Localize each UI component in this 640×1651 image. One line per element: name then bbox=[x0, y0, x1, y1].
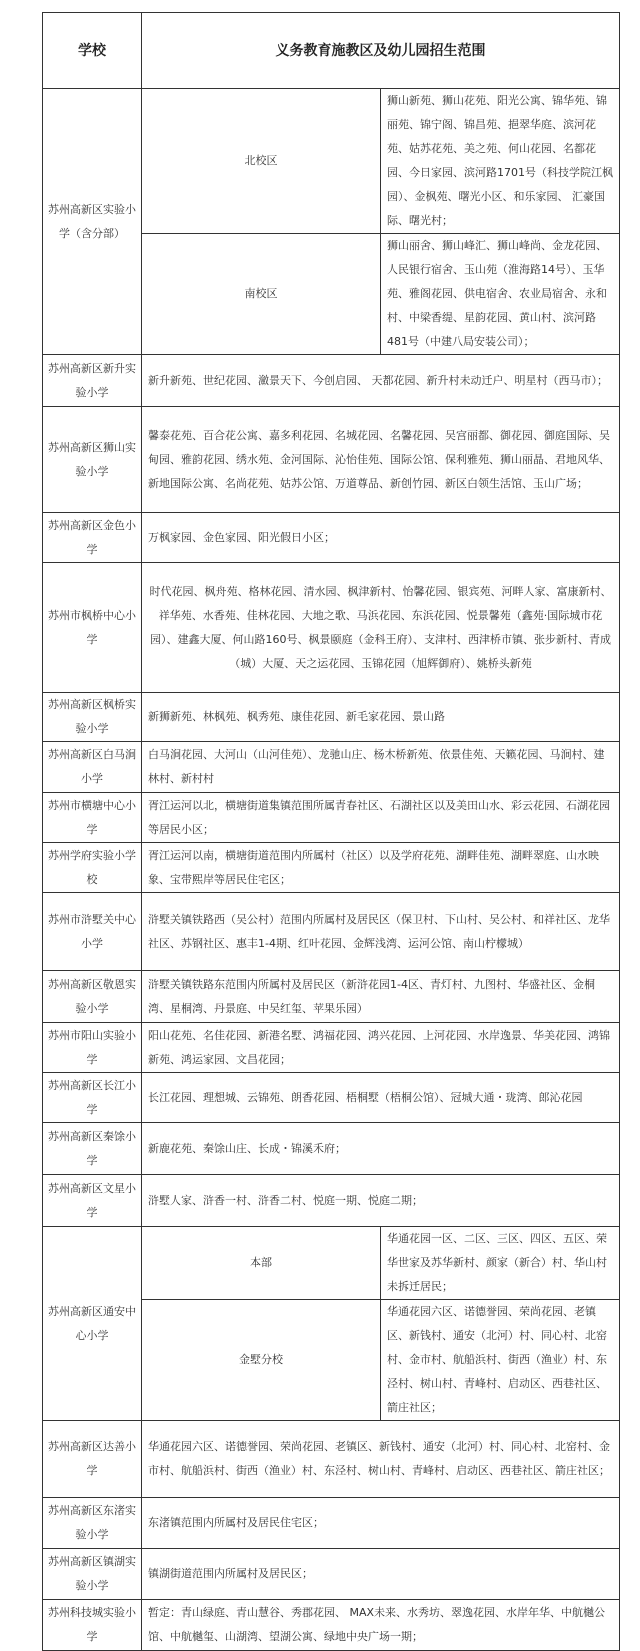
enrollment-table bbox=[42, 12, 620, 1651]
table-row bbox=[43, 1421, 620, 1498]
table-row bbox=[43, 1600, 620, 1651]
school-name: 苏州高新区秦馀小学 bbox=[43, 1123, 142, 1175]
enrollment-area: 浒墅关镇铁路东范围内所属村及居民区（新浒花园1-4区、青灯村、九图村、华盛社区、金桐湾、星桐湾、丹景庭、中吴红玺、苹果乐园） bbox=[142, 971, 620, 1023]
school-name: 苏州市横塘中心小学 bbox=[43, 793, 142, 843]
table-row bbox=[43, 1123, 620, 1175]
enrollment-area: 浒墅人家、浒香一村、浒香二村、悦庭一期、悦庭二期； bbox=[142, 1175, 620, 1227]
header-scope: 义务教育施教区及幼儿园招生范围 bbox=[142, 13, 620, 89]
school-name: 苏州高新区长江小学 bbox=[43, 1073, 142, 1123]
school-name: 苏州高新区通安中心小学 bbox=[43, 1227, 142, 1421]
enrollment-area: 新狮新苑、林枫苑、枫秀苑、康佳花园、新毛家花园、景山路 bbox=[142, 693, 620, 742]
table-row bbox=[43, 89, 620, 234]
school-name: 苏州学府实验小学校 bbox=[43, 843, 142, 893]
school-name: 苏州高新区文星小学 bbox=[43, 1175, 142, 1227]
enrollment-area: 东渚镇范围内所属村及居民住宅区； bbox=[142, 1498, 620, 1549]
enrollment-area: 狮山丽舍、狮山峰汇、狮山峰尚、金龙花园、人民银行宿舍、玉山苑（淮海路14号）、玉华苑、雅阁花园、供电宿舍、农业局宿舍、永和村、中梁香缇、星韵花园、黄山村、滨河路481号（中建八局安装公司）； bbox=[381, 234, 620, 355]
school-name: 苏州高新区枫桥实验小学 bbox=[43, 693, 142, 742]
table-row bbox=[43, 1023, 620, 1073]
table-row bbox=[43, 355, 620, 407]
campus-name: 南校区 bbox=[142, 234, 381, 355]
table-row bbox=[43, 407, 620, 513]
school-name: 苏州高新区白马涧小学 bbox=[43, 742, 142, 793]
school-name: 苏州高新区金色小学 bbox=[43, 513, 142, 563]
enrollment-area: 浒墅关镇铁路西（吴公村）范围内所属村及居民区（保卫村、下山村、吴公村、和祥社区、龙华社区、苏钢社区、惠丰1-4期、红叶花园、金辉浅湾、运河公馆、南山柠檬城） bbox=[142, 893, 620, 971]
enrollment-area: 华通花园六区、诺德誉园、荣尚花园、老镇区、新钱村、通安（北河）村、同心村、北窑村、金市村、航船浜村、街西（渔业）村、东泾村、树山村、青峰村、启动区、西巷社区、箭庄社区； bbox=[142, 1421, 620, 1498]
table-row bbox=[43, 971, 620, 1023]
school-name: 苏州市枫桥中心小学 bbox=[43, 563, 142, 693]
enrollment-area: 胥江运河以北，横塘街道集镇范围所属青春社区、石湖社区以及美田山水、彩云花园、石湖花园等居民小区； bbox=[142, 793, 620, 843]
enrollment-area: 时代花园、枫舟苑、格林花园、清水园、枫津新村、怡馨花园、银宾苑、河畔人家、富康新村、祥华苑、水香苑、佳林花园、大地之歌、马浜花园、东浜花园、悦景馨苑（鑫苑·国际城市花园）、建鑫大厦、何山路160号、枫景颐庭（金科王府）、支津村、西津桥市镇、张步新村、青成（城）大厦、天之运花园、玉锦花园（旭辉御府）、姚桥头新苑 bbox=[142, 563, 620, 693]
table-row bbox=[43, 742, 620, 793]
campus-name: 本部 bbox=[142, 1227, 381, 1300]
enrollment-area: 新鹿花苑、秦馀山庄、长成・锦溪禾府； bbox=[142, 1123, 620, 1175]
enrollment-area: 阳山花苑、名佳花园、新港名墅、鸿福花园、鸿兴花园、上河花园、水岸逸景、华美花园、鸿锦新苑、鸿运家园、文昌花园； bbox=[142, 1023, 620, 1073]
school-name: 苏州高新区镇湖实验小学 bbox=[43, 1549, 142, 1600]
school-name: 苏州高新区实验小学（含分部） bbox=[43, 89, 142, 355]
campus-name: 北校区 bbox=[142, 89, 381, 234]
enrollment-area: 暂定：青山绿庭、青山慧谷、秀郡花园、 MAX未来、水秀坊、翠逸花园、水岸年华、中航樾公馆、中航樾玺、山湖湾、望湖公寓、绿地中央广场一期； bbox=[142, 1600, 620, 1651]
campus-name: 金墅分校 bbox=[142, 1300, 381, 1421]
enrollment-area: 白马涧花园、大河山（山河佳苑）、龙驰山庄、杨木桥新苑、依景佳苑、天籁花园、马涧村、建林村、新村村 bbox=[142, 742, 620, 793]
enrollment-area: 镇湖街道范围内所属村及居民区； bbox=[142, 1549, 620, 1600]
enrollment-area: 华通花园六区、诺德誉园、荣尚花园、老镇区、新钱村、通安（北河）村、同心村、北窑村、金市村、航船浜村、街西（渔业）村、东泾村、树山村、青峰村、启动区、西巷社区、箭庄社区； bbox=[381, 1300, 620, 1421]
enrollment-area: 狮山新苑、狮山花苑、阳光公寓、锦华苑、锦丽苑、锦宁阁、锦昌苑、挹翠华庭、滨河花苑、姑苏花苑、美之苑、何山花园、名都花园、今日家园、滨河路1701号（科技学院江枫园）、金枫苑、曙光小区、和乐家园、 汇豪国际、曙光村； bbox=[381, 89, 620, 234]
table-row bbox=[43, 1073, 620, 1123]
school-name: 苏州高新区狮山实验小学 bbox=[43, 407, 142, 513]
school-name: 苏州高新区新升实验小学 bbox=[43, 355, 142, 407]
header-row bbox=[43, 13, 620, 89]
school-name: 苏州科技城实验小学 bbox=[43, 1600, 142, 1651]
header-school: 学校 bbox=[43, 13, 142, 89]
school-name: 苏州高新区达善小学 bbox=[43, 1421, 142, 1498]
enrollment-area: 馨泰花苑、百合花公寓、嘉多利花园、名城花园、名馨花园、吴宫丽都、御花园、御庭国际、吴甸园、雅韵花园、绣水苑、金河国际、沁怡佳苑、国际公馆、保利雅苑、狮山丽晶、君地风华、新地国际公寓、名尚花苑、姑苏公馆、万道尊品、新创竹园、新区白领生活馆、玉山广场； bbox=[142, 407, 620, 513]
table-row bbox=[43, 693, 620, 742]
table-row bbox=[43, 513, 620, 563]
table-row bbox=[43, 893, 620, 971]
table-row bbox=[43, 1498, 620, 1549]
table-row bbox=[43, 1227, 620, 1300]
enrollment-area: 华通花园一区、二区、三区、四区、五区、荣华世家及苏华新村、颜家（新合）村、华山村未拆迁居民； bbox=[381, 1227, 620, 1300]
enrollment-area: 长江花园、理想城、云锦苑、朗香花园、梧桐墅（梧桐公馆）、冠城大通・珑湾、郎沁花园 bbox=[142, 1073, 620, 1123]
table-row bbox=[43, 1549, 620, 1600]
table-row bbox=[43, 1175, 620, 1227]
table-row bbox=[43, 793, 620, 843]
table-row bbox=[43, 843, 620, 893]
enrollment-area: 新升新苑、世纪花园、瀲景天下、今创启园、 天都花园、新升村未动迁户、明星村（西马市）； bbox=[142, 355, 620, 407]
table-row bbox=[43, 563, 620, 693]
school-name: 苏州市浒墅关中心小学 bbox=[43, 893, 142, 971]
school-name: 苏州高新区敬恩实验小学 bbox=[43, 971, 142, 1023]
school-name: 苏州高新区东渚实验小学 bbox=[43, 1498, 142, 1549]
enrollment-area: 胥江运河以南，横塘街道范围内所属村（社区）以及学府花苑、湖畔佳苑、湖畔翠庭、山水映象、宝带熙岸等居民住宅区； bbox=[142, 843, 620, 893]
school-name: 苏州市阳山实验小学 bbox=[43, 1023, 142, 1073]
enrollment-area: 万枫家园、金色家园、阳光假日小区； bbox=[142, 513, 620, 563]
